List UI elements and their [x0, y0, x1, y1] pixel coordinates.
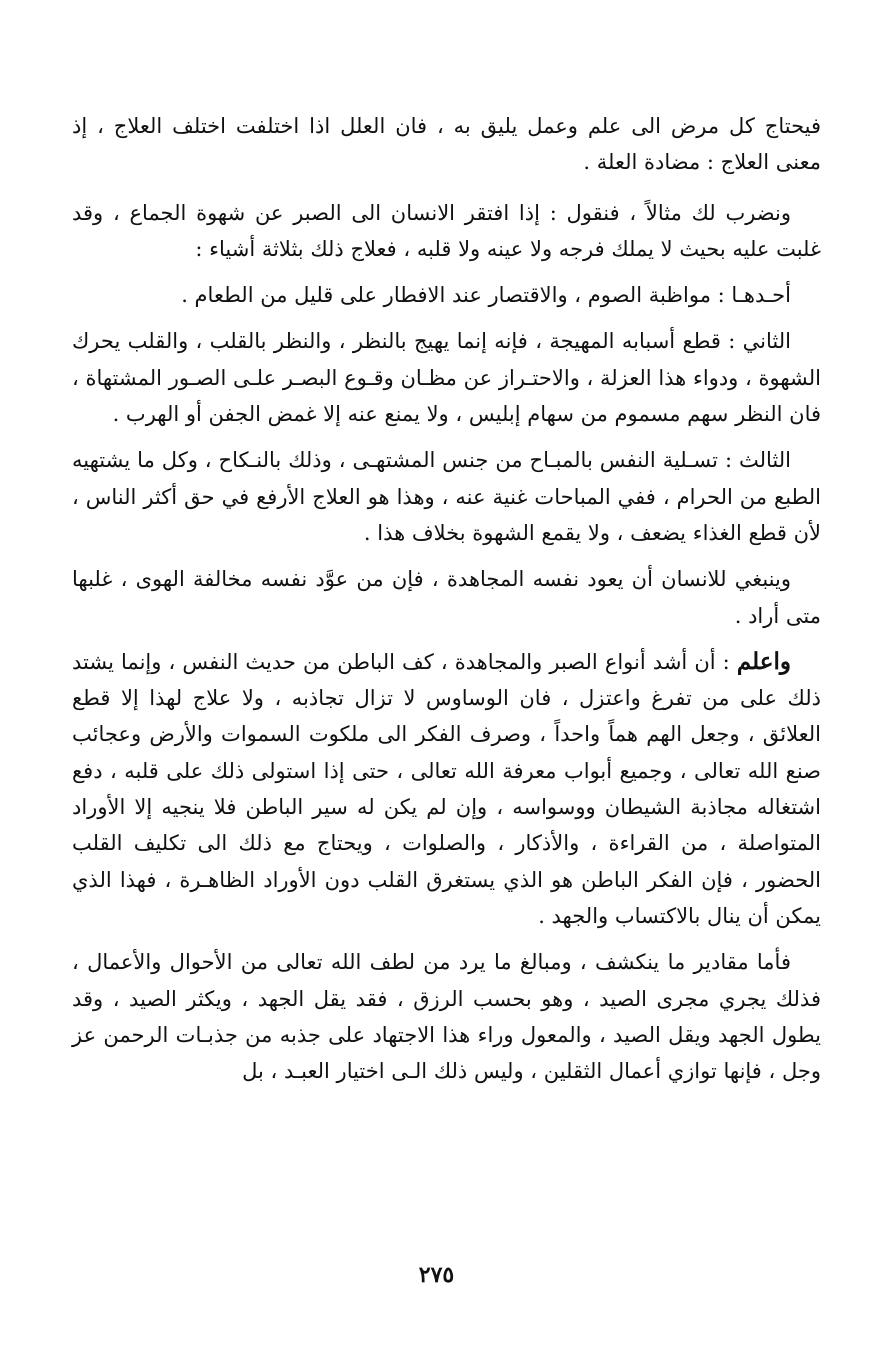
- paragraph-1: فيحتاج كل مرض الى علم وعمل يليق به ، فان العلل اذا اختلفت اختلف العلاج ، إذ معنى العلاج : مضادة العلة .: [72, 114, 821, 175]
- page-body-text: [72, 108, 821, 1089]
- paragraph-5: الثالث : تسـلية النفس بالمبـاح من جنس المشتهـى ، وذلك بالنـكاح ، وكل ما يشتهيه الطبع من الحرام ، ففي المباحات غنية عنه ، وهذا هو العلاج الأرفع في حق أكثر الناس ، لأن قطع الغذاء يضعف ، ولا يقمع الشهوة بخلاف هذا .: [72, 448, 821, 545]
- paragraph-lead-word: واعلم: [736, 647, 791, 675]
- paragraph-8: فأما مقادير ما ينكشف ، ومبالغ ما يرد من لطف الله تعالى من الأحوال والأعمال ، فذلك يجري مجرى الصيد ، وهو بحسب الرزق ، فقد يقل الجهد ، ويكثر الصيد ، وقد يطول الجهد ويقل الصيد ، والمعول وراء هذا الاجتهاد على جذبه من جذبـات الرحمن عز وجل ، فإنها توازي أعمال الثقلين ، وليس ذلك الـى اختيار العبـد ، بل: [72, 950, 821, 1084]
- paragraph-6: وينبغي للانسان أن يعود نفسه المجاهدة ، فإن من عوَّد نفسه مخالفة الهوى ، غلبها متى أراد .: [72, 567, 821, 628]
- paragraph-3: أحـدهـا : مواظبة الصوم ، والاقتصار عند الافطار على قليل من الطعام .: [181, 283, 791, 308]
- page-number: ٢٧٥: [418, 1262, 455, 1288]
- paragraph-4: الثاني : قطع أسبابه المهيجة ، فإنه إنما يهيج بالنظر ، والنظر بالقلب ، والقلب يحرك الشهوة ، ودواء هذا العزلة ، والاحتـراز عن مظـان وقـوع البصـر علـى الصـور المشتهاة ، فان النظر سهم مسموم من سهام إبليس ، ولا يمنع عنه إلا غمض الجفن أو الهرب .: [72, 329, 821, 427]
- paragraph-7: واعلم : أن أشد أنواع الصبر والمجاهدة ، كف الباطن من حديث النفس ، وإنما يشتد ذلك على من تفرغ واعتزل ، فان الوساوس لا تزال تجاذبه ، ولا علاج لهذا إلا قطع العلائق ، وجعل الهم هماً واحداً ، وصرف الفكر الى ملكوت السموات والأرض وعجائب صنع الله تعالى ، وجميع أبواب معرفة الله تعالى ، حتى إذا استولى ذلك على قلبه ، دفع اشتغاله مجاذبة الشيطان ووسواسه ، وإن لم يكن له سير الباطن فلا ينجيه إلا الأوراد المتواصلة ، من القراءة ، والأذكار ، والصلوات ، ويحتاج مع ذلك الى تكليف القلب الحضور ، فإن الفكر الباطن هو الذي يستغرق القلب دون الأوراد الظاهـرة ، فهذا الذي يمكن أن ينال بالاكتساب والجهد .: [72, 647, 821, 928]
- paragraph-2: ونضرب لك مثالاً ، فنقول : إذا افتقر الانسان الى الصبر عن شهوة الجماع ، وقد غلبت عليه بحيث لا يملك فرجه ولا عينه ولا قلبه ، فعلاج ذلك بثلاثة أشياء :: [72, 200, 821, 261]
